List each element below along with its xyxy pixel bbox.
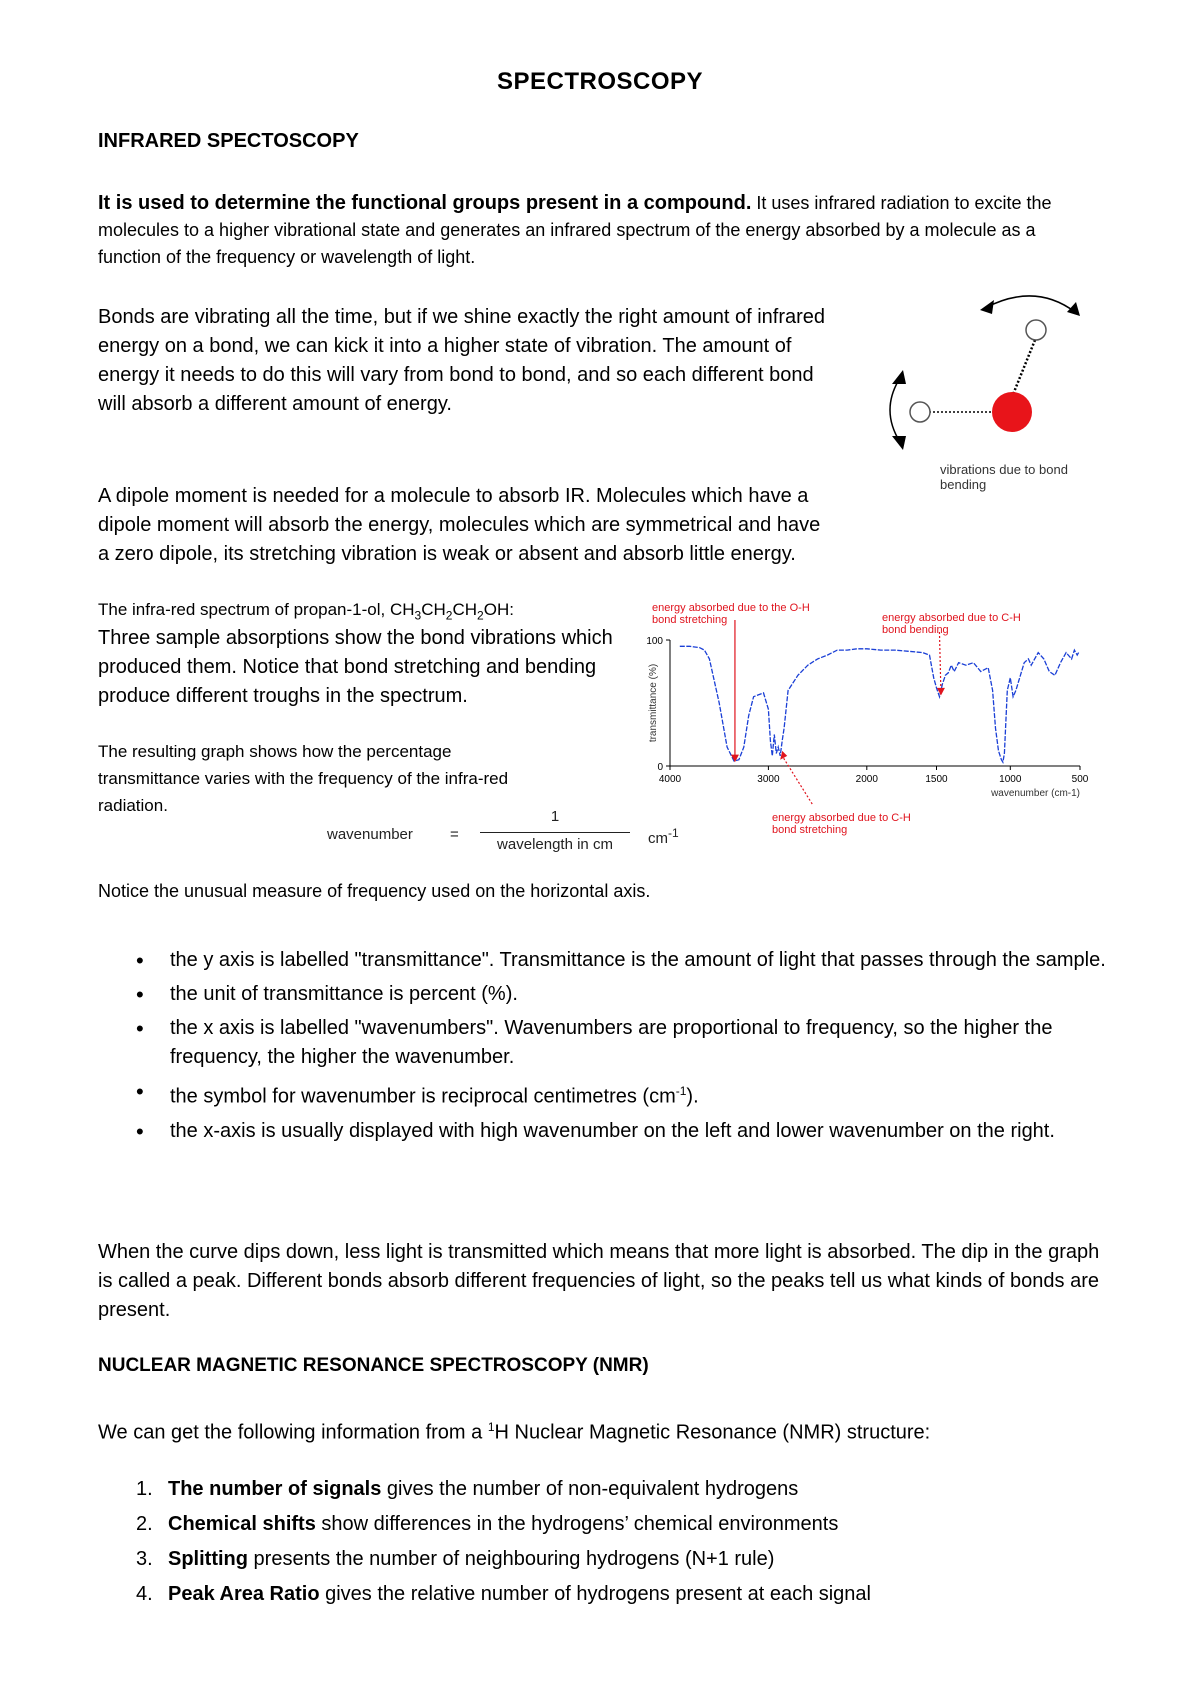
ir-intro [98, 190, 1098, 271]
bullet-item: • the symbol for wavenumber is reciprocal centimetres $(cm^{-1})$. [98, 1077, 1108, 1112]
bonds-paragraph: Bonds are vibrating all the time, but if we shine exactly the right amount of infrared energy on a bond, we can kick it into a higher state of vibration. The amount of energy it needs to do this will vary from bond to bond, and so each different bond will absorb a different amount of energy. [98, 306, 826, 415]
formula-denominator: wavelength in cm [497, 836, 613, 853]
y-tick-label: 0 [657, 762, 663, 773]
y-axis-label: transmittance (%) [648, 663, 659, 743]
x-tick-label: 3000 [757, 774, 780, 785]
nmr-list-item: 3. Splitting presents the number of neighbouring hydrogens (N+1 rule) [136, 1548, 775, 1570]
series-line [680, 646, 1079, 762]
ch-bend-arrow [939, 632, 940, 693]
notice-line: Notice the unusual measure of frequency used on the horizontal axis. [98, 881, 651, 901]
resulting-graph-paragraph: The resulting graph shows how the percentage transmittance varies with the frequency of the infra-red radiation. [98, 742, 509, 815]
formula-unit: $cm^{-1}$ [648, 826, 679, 847]
top-curved-arrow [985, 296, 1075, 312]
annotation-oh-stretching: energy absorbed due to the O-H bond stretching [652, 602, 810, 626]
annotation-ch-bending: energy absorbed due to C-H bond bending [882, 612, 1021, 636]
ir-intro-bold: It is used to determine the functional groups present in a compound. [98, 192, 752, 214]
dipole-text: A dipole moment is needed for a molecule to absorb IR. Molecules which have a dipole moment will absorb the energy, molecules which are symmetrical and have a zero dipole, its stretching vibration is weak or absent and absorb little energy. [98, 485, 821, 565]
ghost-atom-left [910, 402, 930, 422]
spectrum-intro: The infra-red spectrum of propan-1-ol, $CH_3CH_2CH_2OH$: [98, 600, 514, 623]
formula-fraction-line [480, 832, 630, 833]
ghost-atom-top [1026, 320, 1046, 340]
left-curved-arrow [890, 378, 900, 442]
nmr-list [98, 1475, 1108, 1615]
formula-equals: = [450, 826, 459, 843]
x-tick-label: 4000 [658, 774, 682, 785]
nmr-list-item: 4. Peak Area Ratio gives the relative number of hydrogens present at each signal [136, 1583, 871, 1605]
nmr-heading: NUCLEAR MAGNETIC RESONANCE SPECTROSCOPY (NMR) [98, 1355, 649, 1376]
diagram-caption: vibrations due to bond bending [940, 462, 1068, 492]
dipole-paragraph [98, 482, 978, 569]
formula-left: wavenumber [327, 826, 413, 843]
formula-numerator: 1 [550, 808, 560, 825]
central-atom [992, 392, 1032, 432]
nmr-list-item: 1. The number of signals gives the number of non-equivalent hydrogens [136, 1478, 799, 1500]
nmr-list-item: 2. Chemical shifts show differences in the hydrogens’ chemical environments [136, 1513, 839, 1535]
x-tick-label: 1500 [925, 774, 948, 785]
x-tick-label: 2000 [855, 774, 878, 785]
y-tick-label: 100 [646, 636, 663, 647]
ir-intro-rest: It uses infrared radiation to excite the molecules to a higher vibrational state and generates an infrared spectrum of the energy absorbed by a molecule as a function of the frequency or wavelength of light. [98, 193, 1052, 267]
nmr-intro: We can get the following information from a $^1$H Nuclear Magnetic Resonance (NMR) structure: [98, 1420, 931, 1444]
annotation-ch-stretching: energy absorbed due to C-H bond stretching [772, 812, 911, 836]
bullet-item: • the y axis is labelled "transmittance". Transmittance is the amount of light that passes through the sample. [98, 946, 1108, 975]
bullet-item: • the unit of transmittance is percent (%). [98, 980, 1108, 1009]
bullet-item: • the x-axis is usually displayed with high wavenumber on the left and lower wavenumber on the right. [98, 1117, 1108, 1146]
bond-bending-diagram [870, 290, 1110, 490]
x-tick-label: 500 [1071, 774, 1089, 785]
page-title: SPECTROSCOPY [496, 68, 704, 95]
dip-paragraph: When the curve dips down, less light is transmitted which means that more light is absorbed. The dip in the graph is called a peak. Different bonds absorb different frequencies of light, so the peaks tell us what kinds of bonds are present. [98, 1241, 1100, 1321]
ir-bullet-list [98, 946, 1108, 1151]
three-samples-paragraph: Three sample absorptions show the bond vibrations which produced them. Notice that bond stretching and bending produce different troughs in the spectrum. [98, 627, 613, 707]
ch-stretch-arrow [782, 756, 812, 804]
bullet-item: • the x axis is labelled "wavenumbers". Wavenumbers are proportional to frequency, so the higher the frequency, the higher the wavenumber. [98, 1014, 1108, 1072]
x-axis-label: wavenumber (cm-1) [991, 788, 1080, 799]
ir-heading: INFRARED SPECTOSCOPY [98, 130, 359, 152]
x-tick-label: 1000 [999, 774, 1022, 785]
